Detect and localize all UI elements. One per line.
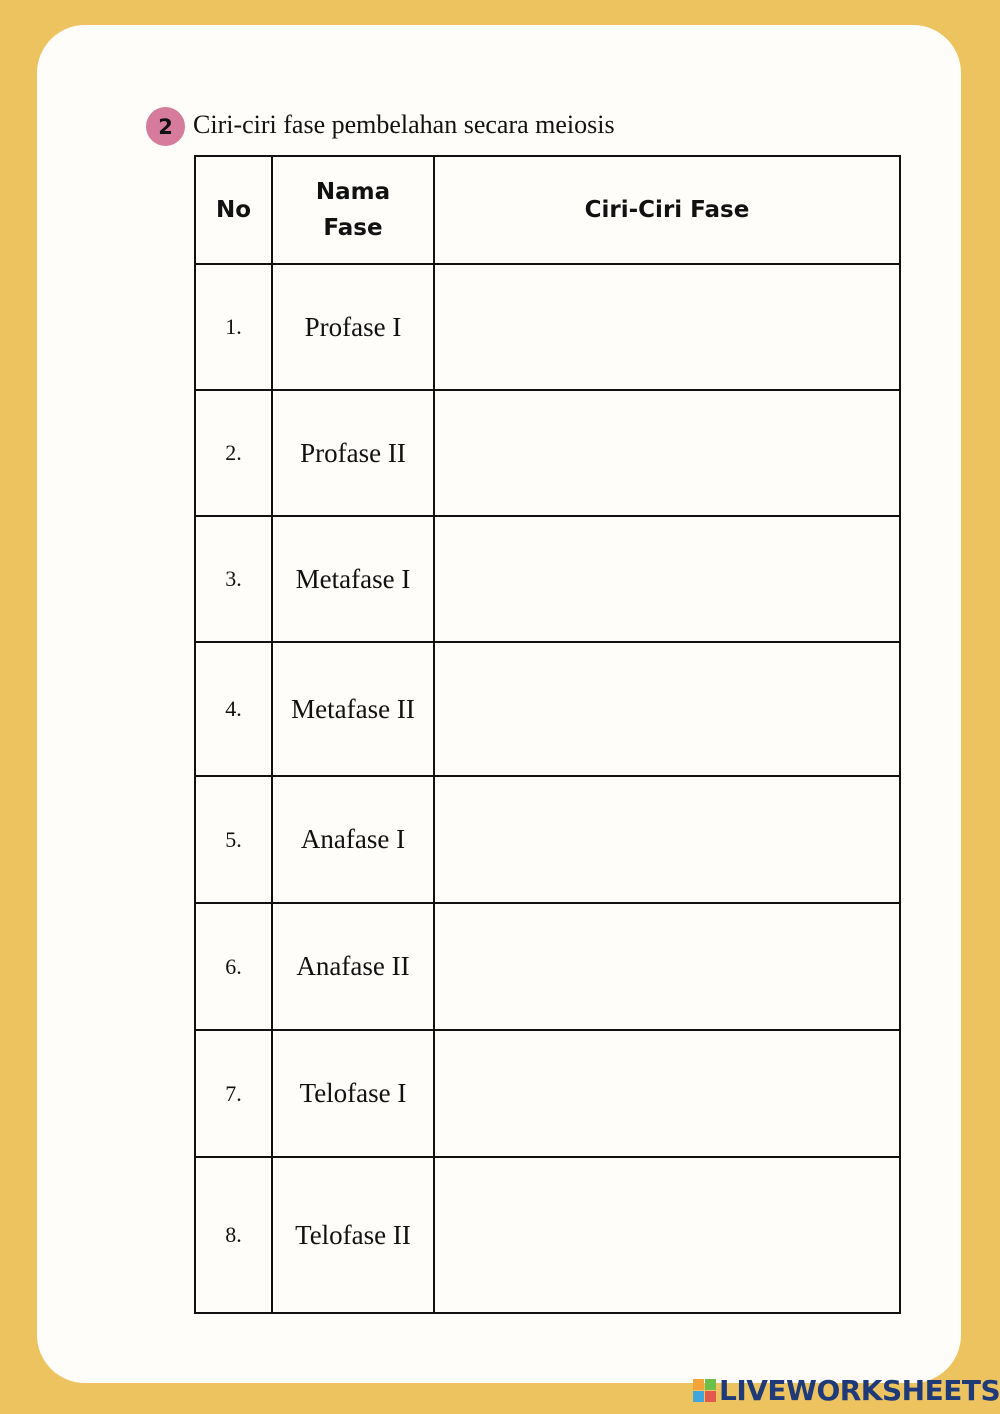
row-number: 4. — [195, 642, 272, 776]
row-number: 1. — [195, 264, 272, 390]
row-number: 6. — [195, 903, 272, 1030]
phase-traits-cell[interactable] — [434, 776, 900, 903]
phase-traits-cell[interactable] — [434, 390, 900, 516]
phase-traits-cell[interactable] — [434, 1030, 900, 1157]
liveworksheets-logo-icon — [693, 1379, 716, 1402]
phase-name: Metafase I — [272, 516, 434, 642]
meiosis-phase-table — [194, 155, 901, 1314]
question-text: Ciri-ciri fase pembelahan secara meiosis — [193, 110, 615, 139]
table-header-row — [195, 156, 900, 264]
phase-traits-cell[interactable] — [434, 516, 900, 642]
table-row — [195, 1157, 900, 1313]
phase-name: Telofase II — [272, 1157, 434, 1313]
row-number: 8. — [195, 1157, 272, 1313]
phase-name: Anafase II — [272, 903, 434, 1030]
phase-traits-cell[interactable] — [434, 1157, 900, 1313]
phase-name: Metafase II — [272, 642, 434, 776]
phase-name: Telofase I — [272, 1030, 434, 1157]
phase-traits-cell[interactable] — [434, 264, 900, 390]
phase-name: Anafase I — [272, 776, 434, 903]
header-phase-name: Nama Fase — [272, 156, 434, 264]
table-row — [195, 776, 900, 903]
table-row — [195, 903, 900, 1030]
row-number: 3. — [195, 516, 272, 642]
table-row — [195, 1030, 900, 1157]
header-no: No — [195, 156, 272, 264]
brand-name: LIVEWORKSHEETS — [719, 1374, 1000, 1407]
liveworksheets-branding — [693, 1374, 1000, 1407]
phase-name: Profase II — [272, 390, 434, 516]
table-row — [195, 642, 900, 776]
header-phase-traits: Ciri-Ciri Fase — [434, 156, 900, 264]
table-row — [195, 264, 900, 390]
question-number-badge: 2 — [146, 107, 185, 146]
phase-name: Profase I — [272, 264, 434, 390]
phase-traits-cell[interactable] — [434, 903, 900, 1030]
row-number: 5. — [195, 776, 272, 903]
phase-traits-cell[interactable] — [434, 642, 900, 776]
row-number: 7. — [195, 1030, 272, 1157]
table-row — [195, 390, 900, 516]
row-number: 2. — [195, 390, 272, 516]
table-row — [195, 516, 900, 642]
